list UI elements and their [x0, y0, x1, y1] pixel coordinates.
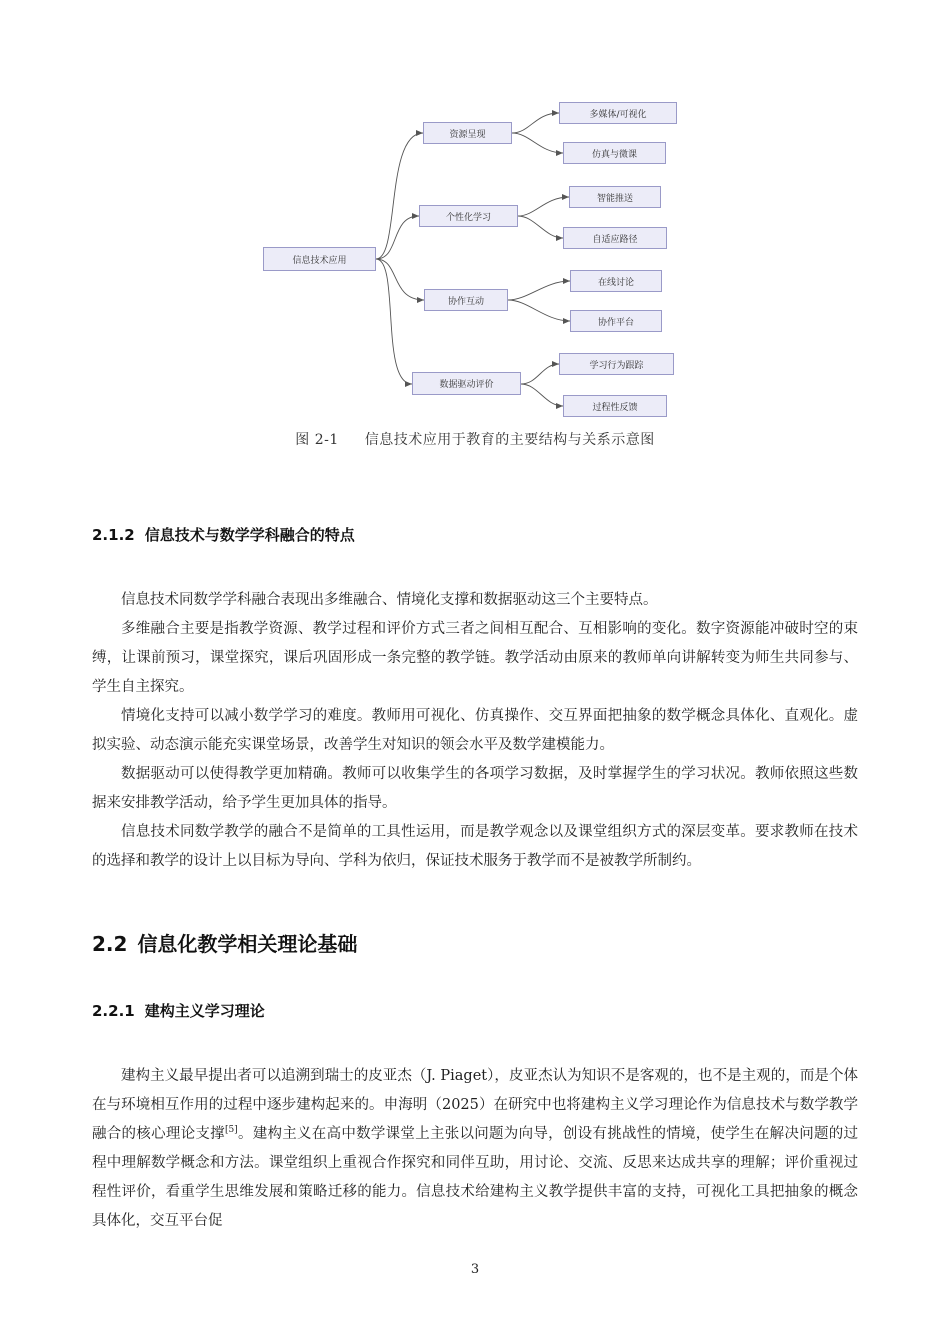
- leaf-node: 过程性反馈: [563, 395, 667, 417]
- section-title: 信息化教学相关理论基础: [137, 932, 358, 956]
- leaf-node: 自适应路径: [563, 227, 667, 249]
- caption-text: 信息技术应用于教育的主要结构与关系示意图: [364, 432, 655, 448]
- section-number: 2.2: [92, 932, 128, 956]
- branch-node: 协作互动: [424, 289, 508, 311]
- branch-node: 个性化学习: [419, 205, 518, 227]
- section-title: 信息技术与数学学科融合的特点: [144, 526, 355, 544]
- leaf-node: 协作平台: [570, 310, 662, 332]
- branch-node: 资源呈现: [423, 122, 512, 144]
- caption-number: 图 2-1: [295, 432, 339, 448]
- leaf-node: 智能推送: [569, 186, 661, 208]
- section-body-2-2-1: [92, 1062, 858, 1236]
- section-heading-2-1-2: [92, 524, 355, 545]
- paragraph: [92, 1062, 858, 1236]
- section-body-2-1-2: [92, 586, 858, 876]
- paragraph-part: 建构主义最早提出者可以追溯到瑞士的皮亚杰（J. Piaget），皮亚杰认为知识不是客观的，也不是主观的，而是个体在与环境相互作用的过程中逐步建构起来的。申海明（2025）在研究中也将建构主义学习理论作为信息技术与数学教学融合的核心理论支撑: [92, 1068, 858, 1142]
- paragraph: 多维融合主要是指教学资源、教学过程和评价方式三者之间相互配合、互相影响的变化。数字资源能冲破时空的束缚，让课前预习，课堂探究，课后巩固形成一条完整的教学链。教学活动由原来的教师单向讲解转变为师生共同参与、学生自主探究。: [92, 621, 858, 695]
- section-number: 2.2.1: [92, 1002, 135, 1020]
- leaf-node: 学习行为跟踪: [559, 353, 674, 375]
- section-heading-2-2-1: [92, 1000, 265, 1021]
- figure-caption: [0, 429, 950, 449]
- section-number: 2.1.2: [92, 526, 135, 544]
- paragraph: 信息技术同数学学科融合表现出多维融合、情境化支撑和数据驱动这三个主要特点。: [121, 592, 658, 608]
- leaf-node: 在线讨论: [570, 270, 662, 292]
- section-title: 建构主义学习理论: [144, 1002, 265, 1020]
- paragraph: 情境化支持可以减小数学学习的难度。教师用可视化、仿真操作、交互界面把抽象的数学概念具体化、直观化。虚拟实验、动态演示能充实课堂场景，改善学生对知识的领会水平及数学建模能力。: [92, 708, 858, 753]
- page-number: 3: [470, 1262, 480, 1277]
- section-heading-2-2: [92, 928, 357, 957]
- paragraph-part: 。建构主义在高中数学课堂上主张以问题为向导，创设有挑战性的情境，使学生在解决问题的过程中理解数学概念和方法。课堂组织上重视合作探究和同伴互助，用讨论、交流、反思来达成共享的理解；评价重视过程性评价，看重学生思维发展和策略迁移的能力。信息技术给建构主义教学提供丰富的支持，可视化工具把抽象的概念具体化，交互平台促: [92, 1126, 859, 1229]
- leaf-node: 仿真与微课: [563, 142, 666, 164]
- leaf-node: 多媒体/可视化: [559, 102, 677, 124]
- branch-node: 数据驱动评价: [412, 372, 521, 395]
- citation-ref[interactable]: [5]: [224, 1125, 238, 1135]
- paragraph: 数据驱动可以使得教学更加精确。教师可以收集学生的各项学习数据，及时掌握学生的学习状况。教师依照这些数据来安排教学活动，给予学生更加具体的指导。: [92, 766, 858, 811]
- paragraph: 信息技术同数学教学的融合不是简单的工具性运用，而是教学观念以及课堂组织方式的深层变革。要求教师在技术的选择和教学的设计上以目标为导向、学科为依归，保证技术服务于教学而不是被教学所制约。: [92, 824, 858, 869]
- figure-2-1: [250, 92, 690, 422]
- root-node: 信息技术应用: [263, 247, 376, 271]
